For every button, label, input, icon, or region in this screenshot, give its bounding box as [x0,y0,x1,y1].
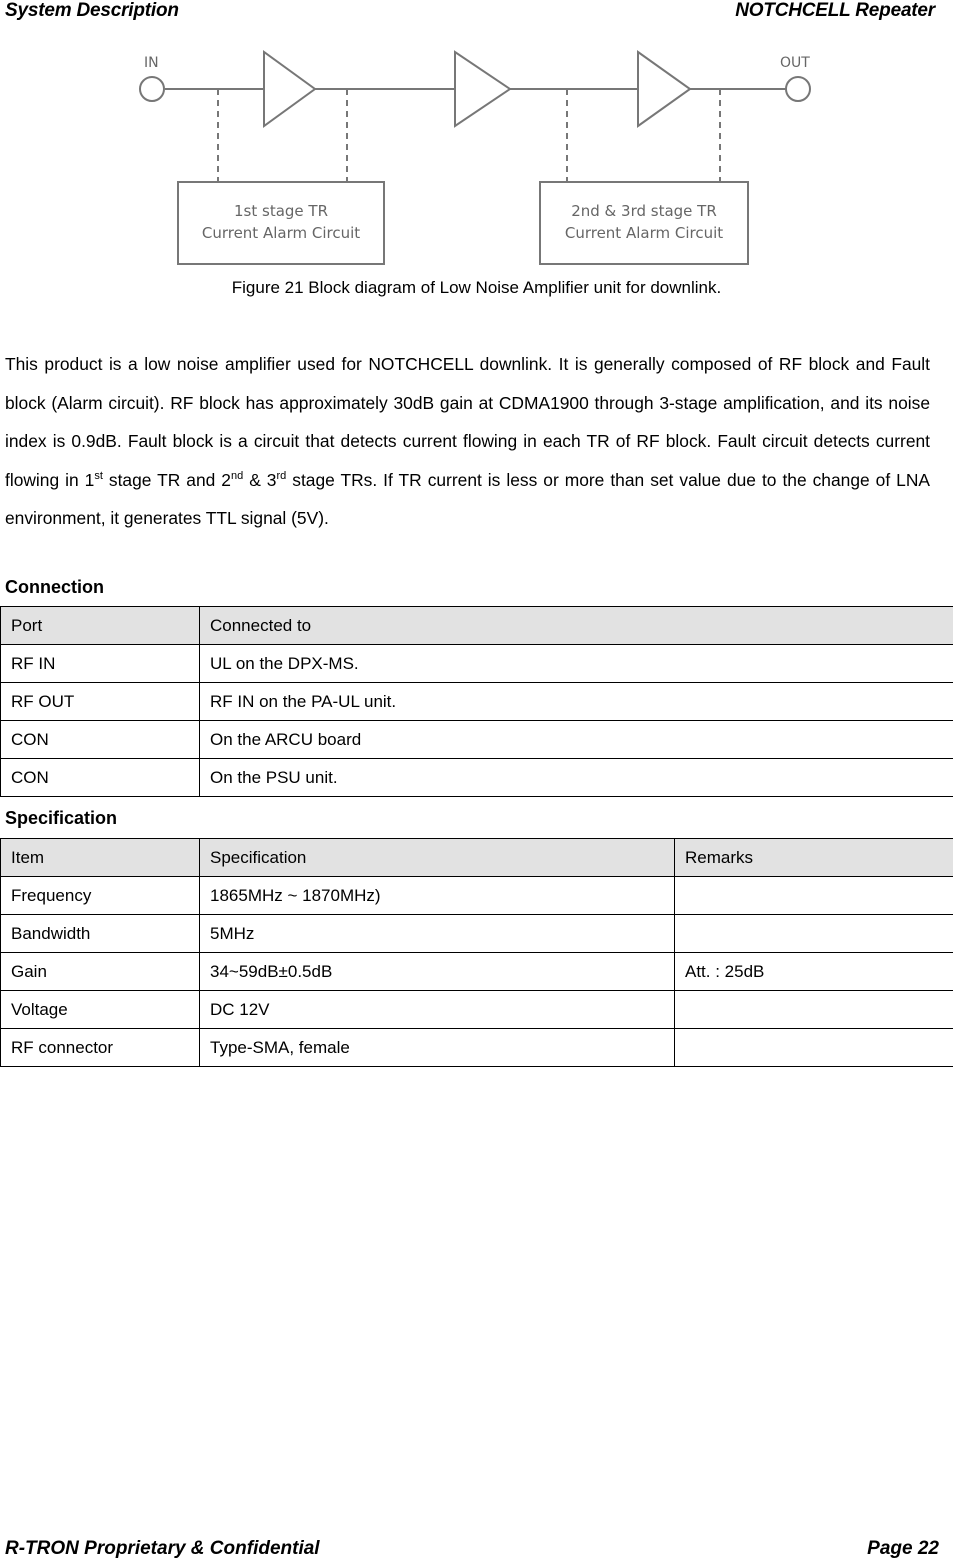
table-row [1,915,953,953]
table-cell: RF OUT [1,683,200,721]
table-cell: Frequency [1,877,200,915]
column-header: Remarks [675,839,953,877]
table-row [1,721,953,759]
table-cell: Voltage [1,991,200,1029]
box1-line1: 1st stage TR [234,202,328,220]
box1-line2: Current Alarm Circuit [201,224,361,242]
alarm-box-2 [540,182,748,264]
footer-confidential: R-TRON Proprietary & Confidential [5,1538,320,1559]
specification-table [0,838,953,1067]
specification-title: Specification [5,808,118,828]
table-cell [675,915,953,953]
amplifier-stage-3-icon [638,52,690,126]
footer-page-number: Page 22 [867,1538,939,1559]
box2-line2: Current Alarm Circuit [564,224,724,242]
out-label: OUT [780,55,810,71]
table-cell: RF IN [1,645,200,683]
column-header: Specification [200,839,675,877]
table-cell: UL on the DPX-MS. [200,645,953,683]
para-text-4: stage TRs. If TR current is less or more than set value due to the change of LNA environment, it generates TTL signal (5V). [5,469,930,528]
table-row [1,1029,953,1067]
description-paragraph [5,345,930,538]
table-cell: Type-SMA, female [200,1029,675,1067]
table-cell: Bandwidth [1,915,200,953]
table-cell: On the ARCU board [200,721,953,759]
table-header-row [1,607,953,645]
amplifier-stage-2-icon [455,52,510,126]
para-text-3: & 3 [243,469,277,490]
table-cell: RF connector [1,1029,200,1067]
table-cell [675,877,953,915]
para-sup-3: rd [276,469,287,482]
table-cell: DC 12V [200,991,675,1029]
table-cell: CON [1,759,200,797]
para-sup-1: st [94,469,103,482]
header-title: System Description [5,0,179,21]
table-cell: RF IN on the PA-UL unit. [200,683,953,721]
para-text-2: stage TR and 2 [102,469,231,490]
table-row [1,991,953,1029]
box2-line1: 2nd & 3rd stage TR [571,202,717,220]
column-header: Connected to [200,607,953,645]
in-label: IN [144,55,159,71]
para-text-1: This product is a low noise amplifier used for NOTCHCELL downlink. It is generally composed of RF block and Fault block (Alarm circuit). RF block has approximately 30dB gain at CDMA1900 through 3-stage amplification, and its noise index is 0.9dB. Fault block is a circuit that detects current flowing in each TR of RF block. Fault circuit detects current flowing in 1 [5,354,930,490]
column-header: Port [1,607,200,645]
table-row [1,759,953,797]
para-sup-2: nd [230,469,244,482]
table-header-row [1,839,953,877]
table-cell: Att. : 25dB [675,953,953,991]
figure-caption: Figure 21 Block diagram of Low Noise Amplifier unit for downlink. [231,278,722,297]
table-cell [675,1029,953,1067]
table-cell: 1865MHz ~ 1870MHz) [200,877,675,915]
connection-table [0,606,953,797]
connection-title: Connection [5,577,104,597]
table-row [1,645,953,683]
table-cell: Gain [1,953,200,991]
column-header: Item [1,839,200,877]
table-cell: CON [1,721,200,759]
table-row [1,877,953,915]
amplifier-stage-1-icon [264,52,315,126]
header-product: NOTCHCELL Repeater [735,0,935,21]
table-cell: 34~59dB±0.5dB [200,953,675,991]
table-row [1,683,953,721]
table-cell [675,991,953,1029]
in-port-icon [140,77,164,101]
alarm-box-1 [178,182,384,264]
table-row [1,953,953,991]
table-cell: 5MHz [200,915,675,953]
out-port-icon [786,77,810,101]
lna-block-diagram [130,42,830,267]
table-cell: On the PSU unit. [200,759,953,797]
